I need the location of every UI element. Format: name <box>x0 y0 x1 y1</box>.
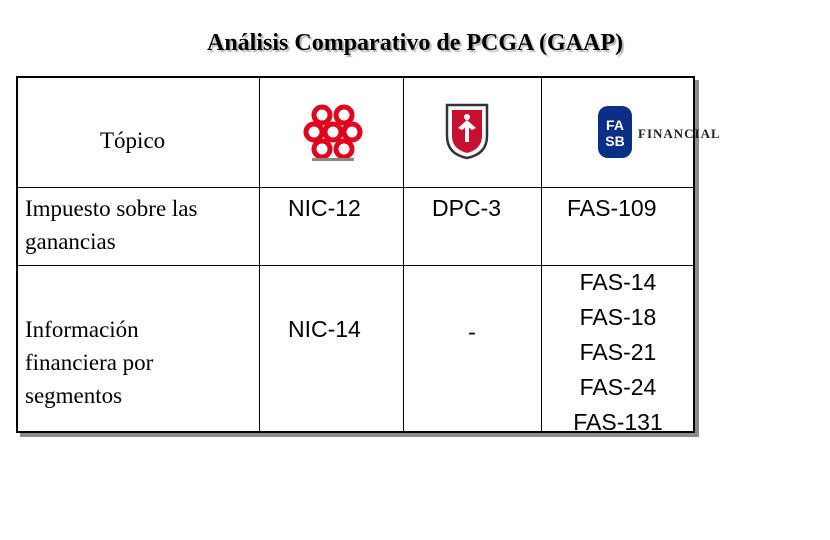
svg-text:FINANCIAL: FINANCIAL <box>638 126 721 141</box>
dpc-cell: - <box>468 319 476 345</box>
topic-header: Tópico <box>100 128 166 153</box>
peru-seal-icon <box>444 102 490 165</box>
column-divider <box>259 78 260 431</box>
fas-cell: FAS-109 <box>567 195 657 221</box>
topic-cell-tax: Impuesto sobre las ganancias <box>25 196 198 254</box>
svg-text:FA: FA <box>606 117 624 133</box>
topic-cell-segments: Información financiera por segmentos <box>25 317 154 408</box>
row-divider <box>18 187 693 188</box>
svg-text:SB: SB <box>605 133 625 149</box>
nic-cell: NIC-12 <box>288 195 361 221</box>
iasb-logo-icon <box>304 102 362 167</box>
column-divider <box>403 78 404 431</box>
fasb-logo-icon <box>596 102 721 167</box>
fas-list-cell: FAS-14 FAS-18 FAS-21 FAS-24 FAS-131 <box>573 269 663 435</box>
page-title: Análisis Comparativo de PCGA (GAAP) <box>207 30 623 56</box>
comparison-table <box>16 76 721 435</box>
nic-cell: NIC-14 <box>288 316 361 342</box>
dpc-cell: DPC-3 <box>432 195 502 221</box>
